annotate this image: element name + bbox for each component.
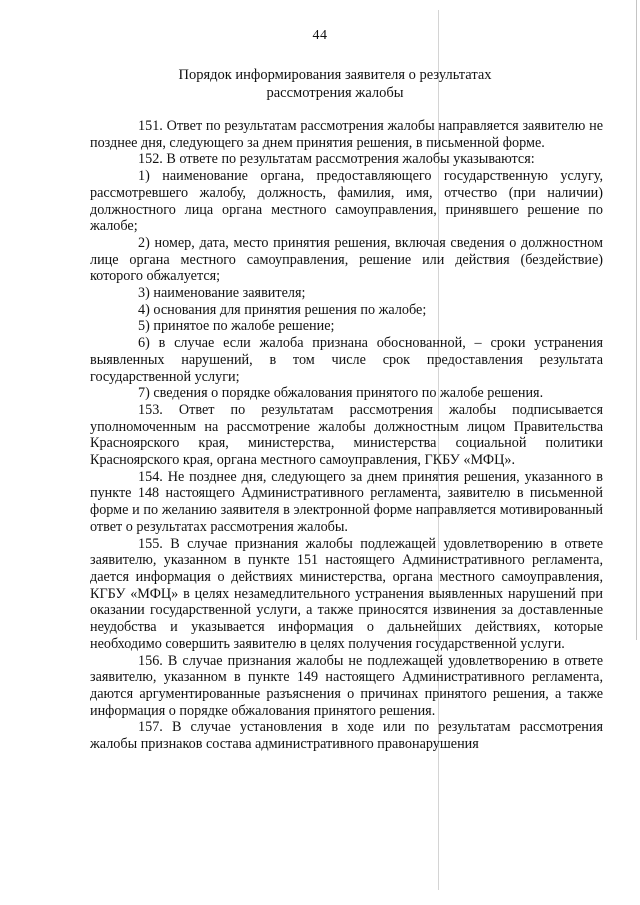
list-item-3: 3) наименование заявителя; <box>138 285 306 302</box>
paragraph-152: 152. В ответе по результатам рассмотрения жалобы указываются: <box>138 151 535 168</box>
paragraph-154: 154. Не позднее дня, следующего за днем принятия решения, указанного в пункте 148 настоящего Административного регламента, заявителю в письменной форме и по желанию заявителя в электронной форме направляется мотивированный ответ о результатах рассмотрения жалобы. <box>90 468 603 535</box>
section-title-line-2: рассмотрения жалобы <box>266 85 404 101</box>
list-item-5: 5) принятое по жалобе решение; <box>138 318 335 335</box>
scan-fold-line <box>438 10 439 890</box>
list-item-4: 4) основания для принятия решения по жалобе; <box>138 301 427 318</box>
paragraph-155: 155. В случае признания жалобы подлежащей удовлетворению в ответе заявителю, указанном в пункте 151 настоящего Административного регламента, дается информация о действиях министерства, органа местного самоуправления, КГБУ «МФЦ» в целях незамедлительного устранения выявленных нарушений при оказании государственной услуги, а также приносятся извинения за доставленные неудобства и указывается информация о дальнейших действиях, которые необходимо совершить заявителю в целях получения государственной услуги. <box>90 535 603 652</box>
document-body <box>90 118 603 753</box>
list-item-7: 7) сведения о порядке обжалования принятого по жалобе решения. <box>138 385 544 402</box>
section-title-line-1: Порядок информирования заявителя о результатах <box>178 67 492 83</box>
page-number: 44 <box>312 28 328 43</box>
paragraph-153: 153. Ответ по результатам рассмотрения жалобы подписывается уполномоченным на рассмотрение жалобы должностным лицом Правительства Красноярского края, министерства, министерства социальной политики Красноярского края, органа местного самоуправления, ГКБУ «МФЦ». <box>90 401 603 469</box>
list-item-2: 2) номер, дата, место принятия решения, включая сведения о должностном лице органа местного самоуправления, решение или действия (бездействие) которого обжалуется; <box>90 234 603 285</box>
section-title <box>150 66 520 102</box>
paragraph-157: 157. В случае установления в ходе или по результатам рассмотрения жалобы признаков состава административного правонарушения <box>90 719 603 753</box>
scan-edge-line <box>636 0 637 640</box>
paragraph-151: 151. Ответ по результатам рассмотрения жалобы направляется заявителю не позднее дня, следующего за днем принятия решения, в письменной форме. <box>90 118 603 151</box>
list-item-1: 1) наименование органа, предоставляющего государственную услугу, рассмотревшего жалобу, должность, фамилия, имя, отчество (при наличии) должностного лица органа местного самоуправления, принявшего решение по жалобе; <box>90 168 603 235</box>
list-item-6: 6) в случае если жалоба признана обоснованной, – сроки устранения выявленных нарушений, в том числе срок предоставления результата государственной услуги; <box>90 335 603 385</box>
paragraph-156: 156. В случае признания жалобы не подлежащей удовлетворению в ответе заявителю, указанном в пункте 149 настоящего Административного регламента, даются аргументированные разъяснения о причинах принятого решения, а также информация о порядке обжалования принятого решения. <box>90 652 603 719</box>
